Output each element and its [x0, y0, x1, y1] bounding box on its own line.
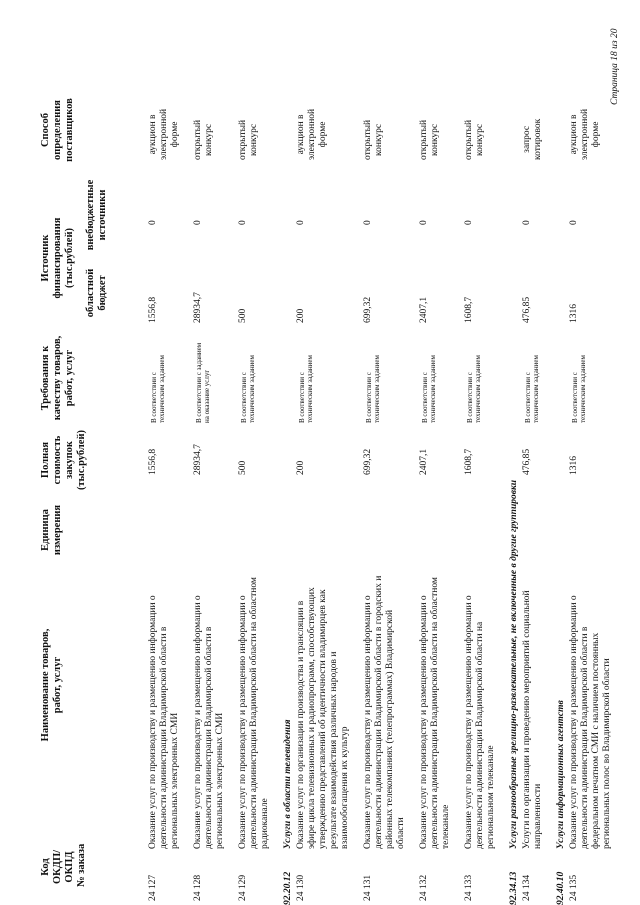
group-code: 92.40.10 — [556, 871, 566, 905]
row-code: 24 131 — [363, 874, 373, 901]
row-code: 24 128 — [193, 874, 203, 901]
row-budget: 1316 — [569, 304, 579, 323]
row-method: аукцион в электронной форме — [296, 108, 328, 160]
row-name: Услуги по организации и проведению мероприятий социальной направленности — [522, 590, 543, 849]
row-budget: 476,85 — [522, 296, 532, 323]
row-method: аукцион в электронной форме — [569, 108, 601, 160]
row-name: Оказание услуг по производству и размещению информации о деятельности администрации Владимирской области в городских и районных телекомпаниях (телепрограммах) Владимирской области — [363, 575, 406, 849]
row-requirements: В соответствии с техническим заданием — [365, 355, 382, 423]
row-name: Оказание услуг по производству и размещению информации о деятельности администрации Владимирской области в региональных электронных СМИ — [193, 595, 225, 849]
row-budget: 28934,7 — [193, 292, 203, 323]
row-budget: 1556,8 — [148, 296, 158, 323]
row-code: 24 129 — [238, 874, 248, 901]
group-code: 92.34.13 — [509, 871, 519, 905]
header-name: Наименование товаров, работ, услуг — [40, 628, 64, 742]
header-requirements: Требования к качеству товаров, работ, услуг — [40, 335, 76, 421]
header-fin-regional: областной бюджет — [85, 268, 109, 318]
row-requirements: В соответствии с заданием на оказание услуг — [195, 342, 212, 423]
header-method: Способ определения поставщиков — [40, 98, 76, 162]
row-extra: 0 — [296, 220, 306, 225]
group-name: Услуги в области телевидения — [283, 719, 293, 849]
header-financing: Источник финансирования (тыс.рублей) — [40, 217, 76, 299]
row-method: аукцион в электронной форме — [148, 108, 180, 160]
row-method: открытый конкурс — [419, 119, 440, 160]
row-name: Оказание услуг по организации производства и трансляции в эфире цикла телевизионных и радиопрограмм, способствующих утверждению представлений об идентичности владимирцев как результате взаимодействия различных народов и взаимообогащения их культур — [296, 587, 350, 849]
row-cost: 28934,7 — [193, 444, 203, 475]
row-extra: 0 — [569, 220, 579, 225]
row-cost: 200 — [296, 460, 306, 475]
row-name: Оказание услуг по производству и размещению информации о деятельности администрации Владимирской области на областном телеканале — [419, 577, 451, 849]
row-cost: 476,85 — [522, 448, 532, 475]
row-cost: 500 — [238, 460, 248, 475]
row-requirements: В соответствии с техническим заданием — [240, 355, 257, 423]
row-cost: 699,32 — [363, 448, 373, 475]
row-cost: 1316 — [569, 456, 579, 475]
row-method: открытый конкурс — [363, 119, 384, 160]
row-budget: 500 — [238, 308, 248, 323]
group-name: Услуги информационных агентств — [556, 700, 566, 849]
row-extra: 0 — [464, 220, 474, 225]
row-method: открытый конкурс — [193, 119, 214, 160]
row-budget: 1608,7 — [464, 296, 474, 323]
row-requirements: В соответствии с техническим заданием — [466, 355, 483, 423]
row-code: 24 133 — [464, 874, 474, 901]
row-extra: 0 — [522, 220, 532, 225]
row-code: 24 134 — [522, 874, 532, 901]
group-name: Услуги разнообразные зрелищно-развлекательные, не включенные в другие группировки — [509, 479, 519, 849]
row-method: открытый конкурс — [464, 119, 485, 160]
page-footer: Страница 18 из 20 — [610, 28, 620, 105]
row-method: открытый конкурс — [238, 119, 259, 160]
row-cost: 2407,1 — [419, 448, 429, 475]
row-requirements: В соответствии с техническим заданием — [150, 355, 167, 423]
header-unit: Единица измерения — [40, 504, 64, 556]
row-extra: 0 — [238, 220, 248, 225]
row-cost: 1556,8 — [148, 448, 158, 475]
row-code: 24 135 — [569, 874, 579, 901]
header-fin-extra: внебюджетные источники — [85, 179, 109, 251]
row-method: запрос котировок — [522, 118, 543, 160]
row-requirements: В соответствии с техническим заданием — [524, 355, 541, 423]
row-code: 24 130 — [296, 874, 306, 901]
row-requirements: В соответствии с техническим заданием — [298, 355, 315, 423]
row-budget: 2407,1 — [419, 296, 429, 323]
row-requirements: В соответствии с техническим заданием — [421, 355, 438, 423]
header-cost: Полная стоимость закупок (тыс.рублей) — [40, 429, 88, 491]
row-budget: 699,32 — [363, 296, 373, 323]
row-requirements: В соответствии с техническим заданием — [571, 355, 588, 423]
row-name: Оказание услуг по производству и размещению информации о деятельности администрации Владимирской области на областном радиоканале — [238, 577, 270, 849]
row-budget: 200 — [296, 308, 306, 323]
group-code: 92.20.12 — [283, 871, 293, 905]
row-extra: 0 — [419, 220, 429, 225]
row-extra: 0 — [363, 220, 373, 225]
row-name: Оказание услуг по производству и размещению информации о деятельности администрации Владимирской области в федеральном печатном СМИ с наличием постоянных региональных полос во Владимирской области — [569, 595, 612, 849]
row-name: Оказание услуг по производству и размещению информации о деятельности администрации Владимирской области на региональном телеканале — [464, 595, 496, 849]
row-cost: 1608,7 — [464, 448, 474, 475]
row-extra: 0 — [193, 220, 203, 225]
row-name: Оказание услуг по производству и размещению информации о деятельности администрации Владимирской области в региональных электронных СМИ — [148, 595, 180, 849]
row-extra: 0 — [148, 220, 158, 225]
row-code: 24 132 — [419, 874, 429, 901]
row-code: 24 127 — [148, 874, 158, 901]
header-code: Код ОКДП/ ОКПД № заказа — [40, 843, 88, 887]
